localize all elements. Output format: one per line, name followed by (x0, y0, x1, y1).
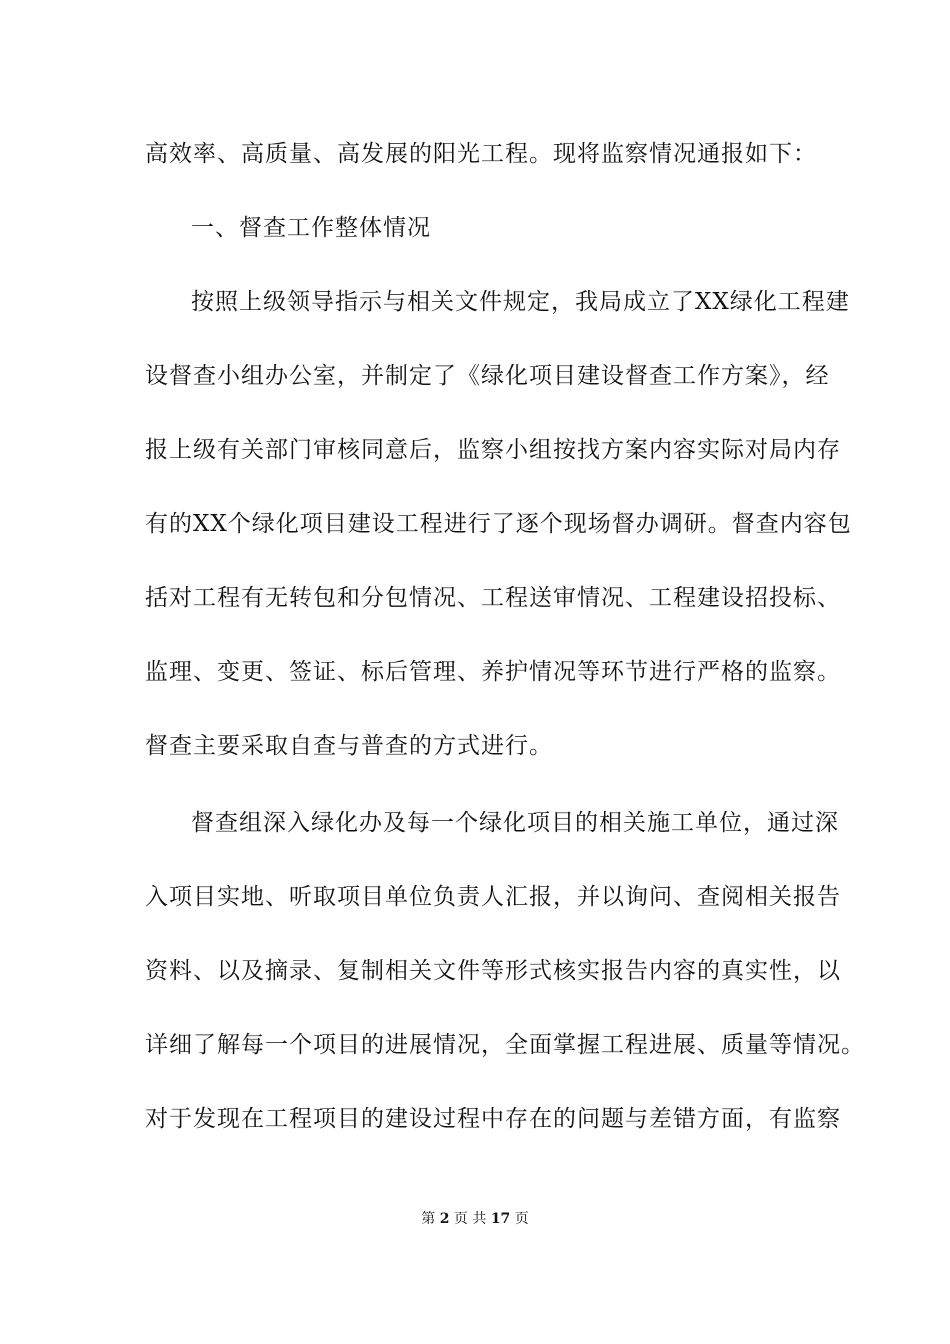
section-heading: 一、督查工作整体情况 (191, 215, 431, 241)
paragraph-line: 入项目实地、听取项目单位负责人汇报，并以询问、查阅相关报告 (145, 884, 841, 910)
footer-prefix: 第 (421, 1211, 436, 1227)
paragraph-line: 督查主要采取自查与普查的方式进行。 (145, 733, 553, 759)
paragraph-line: 设督查小组办公室，并制定了《绿化项目建设督查工作方案》，经 (145, 363, 830, 389)
paragraph-line: 对于发现在工程项目的建设过程中存在的问题与差错方面，有监察 (145, 1106, 841, 1132)
footer-middle: 页 共 (453, 1211, 487, 1227)
footer-suffix: 页 (514, 1211, 529, 1227)
page-footer (0, 1210, 950, 1228)
paragraph-line: 详细了解每一个项目的进展情况，全面掌握工程进展、质量等情况。 (145, 1032, 865, 1058)
paragraph-line: 按照上级领导指示与相关文件规定，我局成立了XX绿化工程建 (191, 289, 850, 315)
paragraph-line: 高效率、高质量、高发展的阳光工程。现将监察情况通报如下： (145, 141, 817, 167)
paragraph-line: 括对工程有无转包和分包情况、工程送审情况、工程建设招投标、 (145, 585, 841, 611)
paragraph-line: 资料、以及摘录、复制相关文件等形式核实报告内容的真实性，以 (145, 958, 841, 984)
paragraph-line: 督查组深入绿化办及每一个绿化项目的相关施工单位，通过深 (191, 810, 839, 836)
total-pages: 17 (490, 1211, 511, 1227)
page-number: 2 (439, 1211, 450, 1227)
paragraph-line: 监理、变更、签证、标后管理、养护情况等环节进行严格的监察。 (145, 659, 841, 685)
paragraph-line: 报上级有关部门审核同意后，监察小组按找方案内容实际对局内存 (145, 437, 841, 463)
paragraph-line: 有的XX个绿化项目建设工程进行了逐个现场督办调研。督查内容包 (145, 511, 852, 537)
